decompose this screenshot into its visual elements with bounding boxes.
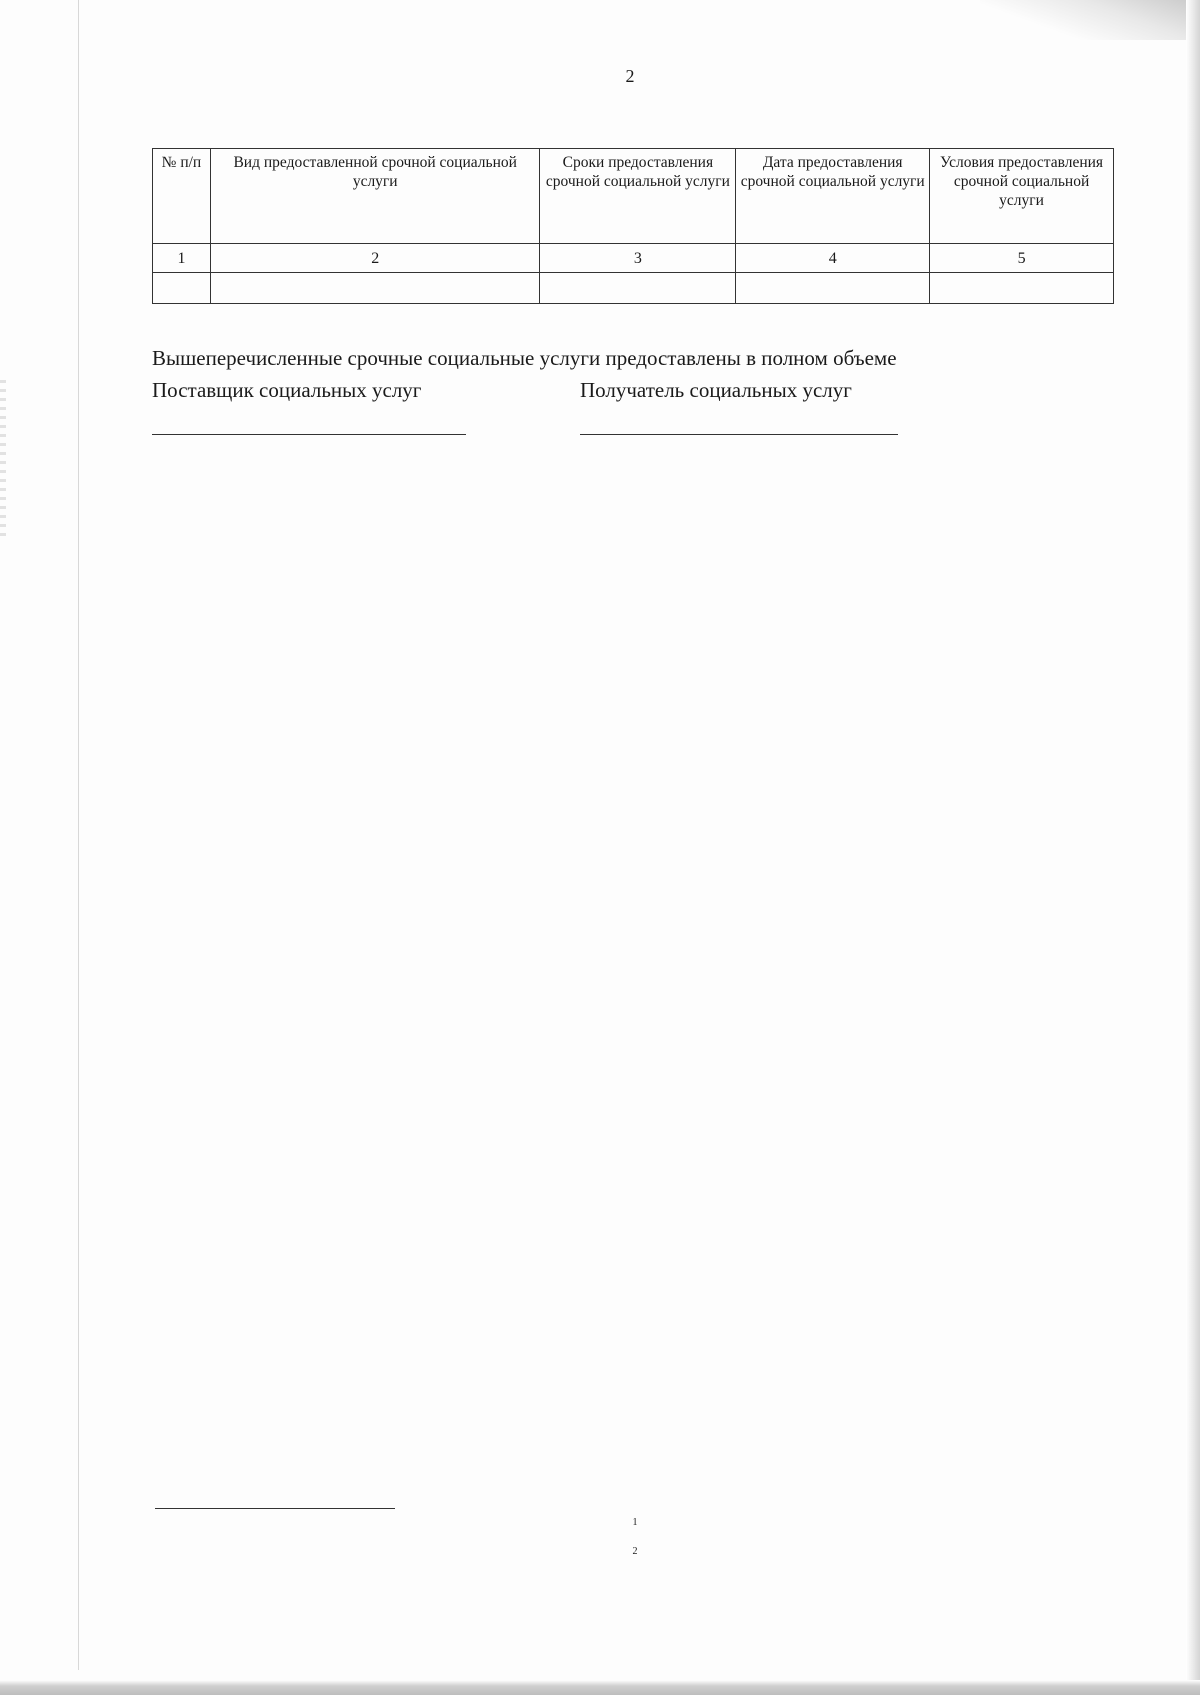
recipient-label: Получатель социальных услуг <box>580 378 852 402</box>
table-row-empty <box>153 273 1114 304</box>
scan-artifact-corner <box>980 0 1200 40</box>
empty-cell[interactable] <box>210 273 540 304</box>
header-item-number: № п/п <box>153 149 211 244</box>
column-number: 3 <box>540 244 736 273</box>
footnote-mark: 2 <box>632 1546 638 1557</box>
empty-cell[interactable] <box>736 273 930 304</box>
scan-artifact-left-line <box>78 0 79 1670</box>
header-service-type: Вид предоставленной срочной социальной услуги <box>210 149 540 244</box>
scan-artifact-left-noise <box>0 380 6 540</box>
column-number: 2 <box>210 244 540 273</box>
empty-cell[interactable] <box>540 273 736 304</box>
column-numbers-row <box>153 244 1114 273</box>
provider-label: Поставщик социальных услуг <box>152 378 422 402</box>
page-number: 2 <box>625 66 635 86</box>
footnote-mark: 1 <box>632 1517 638 1528</box>
scan-artifact-bottom-edge <box>0 1680 1200 1695</box>
column-number: 5 <box>930 244 1114 273</box>
table-header-row <box>153 149 1114 244</box>
completion-statement: Вышеперечисленные срочные социальные услуги предоставлены в полном объеме <box>152 346 897 370</box>
empty-cell[interactable] <box>153 273 211 304</box>
header-service-terms: Сроки предоставления срочной социальной услуги <box>540 149 736 244</box>
footnote-separator <box>155 1508 395 1509</box>
header-service-date: Дата предоставления срочной социальной услуги <box>736 149 930 244</box>
services-table <box>152 148 1114 304</box>
column-number: 4 <box>736 244 930 273</box>
column-number: 1 <box>153 244 211 273</box>
recipient-signature-line[interactable] <box>580 434 898 435</box>
empty-cell[interactable] <box>930 273 1114 304</box>
provider-signature-line[interactable] <box>152 434 466 435</box>
header-service-conditions: Условия предоставления срочной социальной услуги <box>930 149 1114 244</box>
scan-artifact-right-edge <box>1186 0 1200 1680</box>
